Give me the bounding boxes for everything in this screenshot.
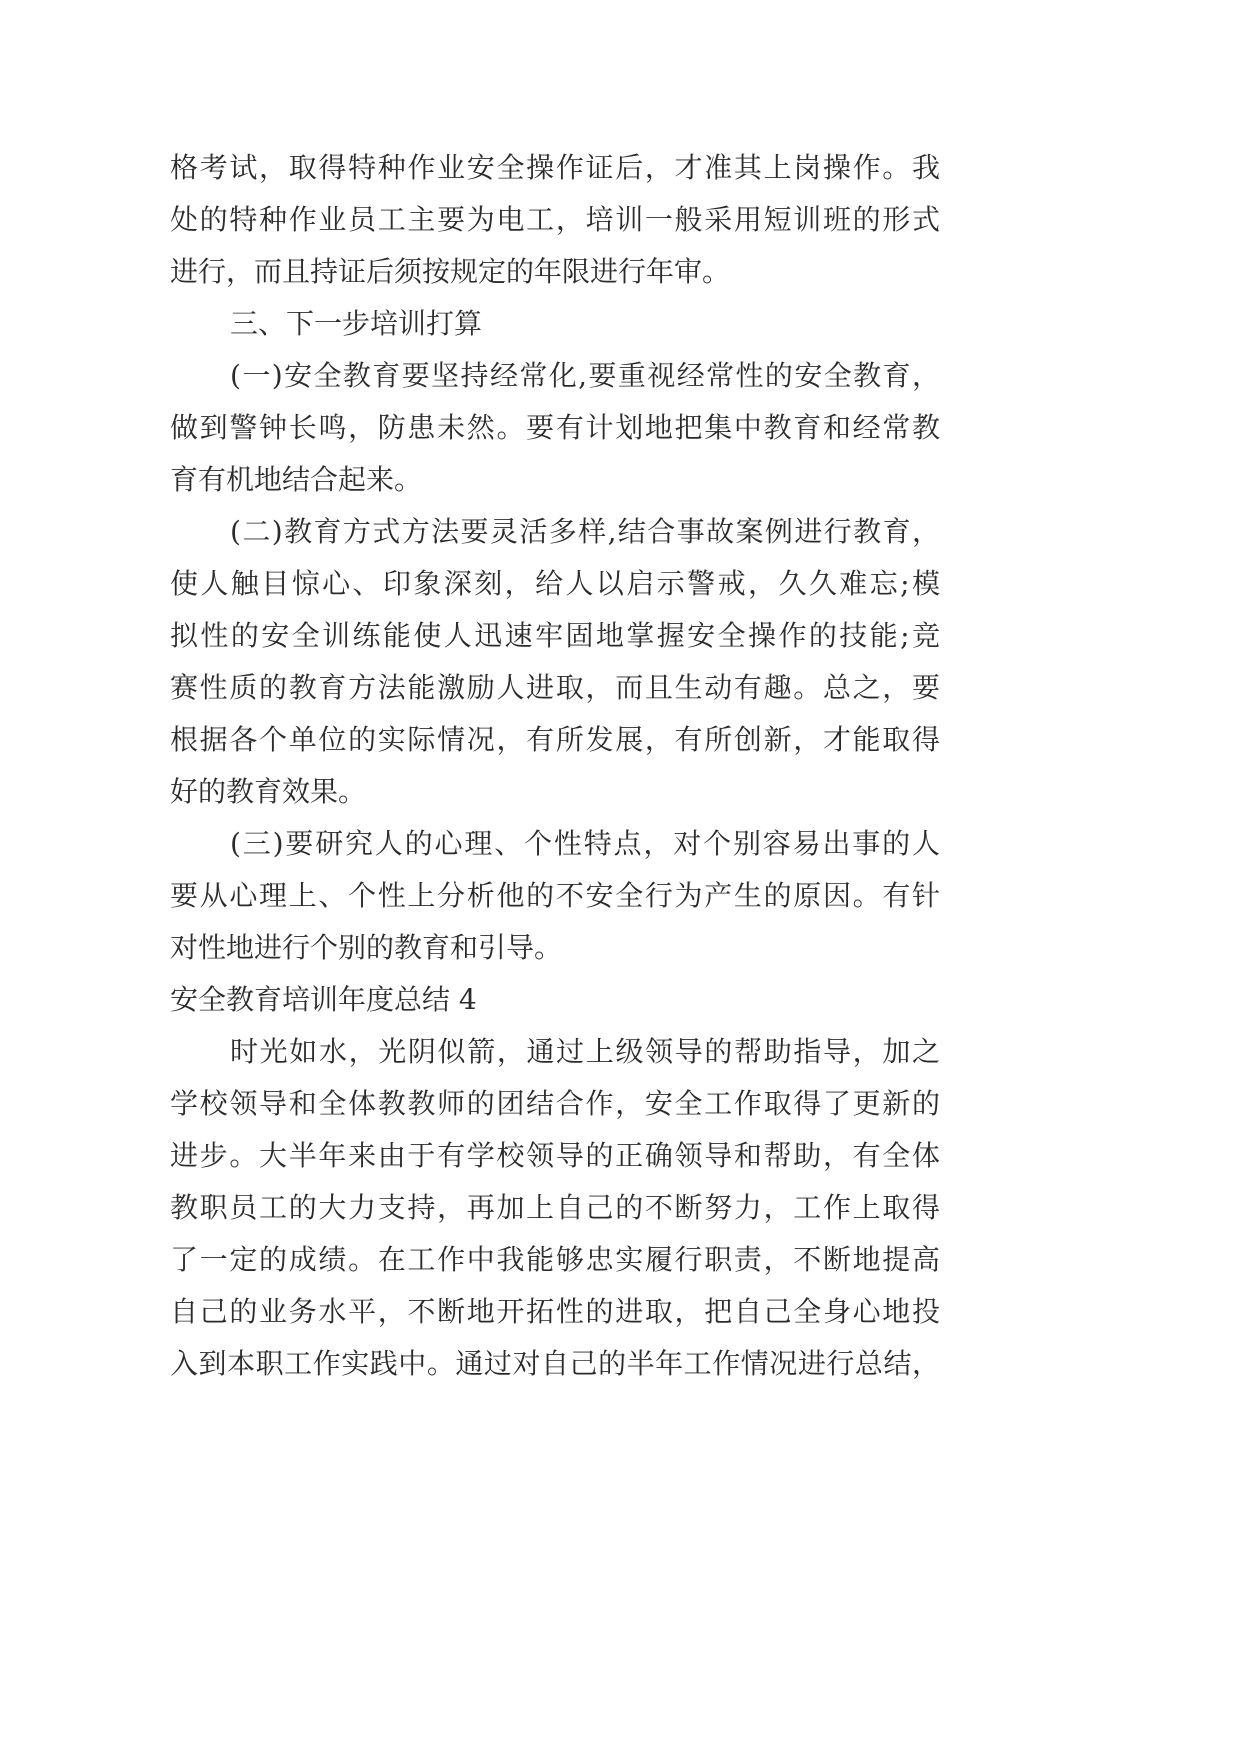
- text-line: 做到警钟长鸣，防患未然。要有计划地把集中教育和经常教: [170, 411, 940, 444]
- section-heading: [170, 298, 940, 350]
- text-line: 入到本职工作实践中。通过对自己的半年工作情况进行总结，: [170, 1347, 940, 1380]
- text-line: 处的特种作业员工主要为电工，培训一般采用短训班的形式: [170, 203, 940, 236]
- text-line: 根据各个单位的实际情况，有所发展，有所创新，才能取得: [170, 723, 940, 756]
- text-line: 使人触目惊心、印象深刻，给人以启示警戒，久久难忘;模: [170, 567, 940, 600]
- heading-line: 三、下一步培训打算: [230, 307, 483, 340]
- text-line: 进行，而且持证后须按规定的年限进行年审。: [170, 255, 731, 288]
- text-line: 好的教育效果。: [170, 775, 367, 808]
- text-line: 格考试，取得特种作业安全操作证后，才准其上岗操作。我: [170, 151, 940, 184]
- document-body: [170, 142, 940, 1390]
- text-line: 时光如水，光阴似箭，通过上级领导的帮助指导，加之: [230, 1035, 940, 1068]
- paragraph-item-2: [170, 506, 940, 818]
- text-line: 自己的业务水平，不断地开拓性的进取，把自己全身心地投: [170, 1295, 940, 1328]
- text-line: 对性地进行个别的教育和引导。: [170, 931, 563, 964]
- text-line: (二)教育方式方法要灵活多样,结合事故案例进行教育，: [230, 515, 940, 548]
- text-line: 学校领导和全体教教师的团结合作，安全工作取得了更新的: [170, 1087, 940, 1120]
- paragraph-continuation: [170, 142, 940, 298]
- text-line: 赛性质的教育方法能激励人进取，而且生动有趣。总之，要: [170, 671, 940, 704]
- text-line: 进步。大半年来由于有学校领导的正确领导和帮助，有全体: [170, 1139, 940, 1172]
- text-line: 要从心理上、个性上分析他的不安全行为产生的原因。有针: [170, 879, 940, 912]
- text-line: (一)安全教育要坚持经常化,要重视经常性的安全教育，: [230, 359, 940, 392]
- text-line: 育有机地结合起来。: [170, 463, 423, 496]
- text-line: 了一定的成绩。在工作中我能够忠实履行职责，不断地提高: [170, 1243, 940, 1276]
- paragraph-item-1: [170, 350, 940, 506]
- text-line: 教职员工的大力支持，再加上自己的不断努力，工作上取得: [170, 1191, 940, 1224]
- title-line: 安全教育培训年度总结 4: [170, 983, 477, 1016]
- text-line: 拟性的安全训练能使人迅速牢固地掌握安全操作的技能;竞: [170, 619, 940, 652]
- text-line: (三)要研究人的心理、个性特点，对个别容易出事的人: [230, 827, 940, 860]
- paragraph-summary: [170, 1026, 940, 1390]
- paragraph-item-3: [170, 818, 940, 974]
- document-title: [170, 974, 940, 1026]
